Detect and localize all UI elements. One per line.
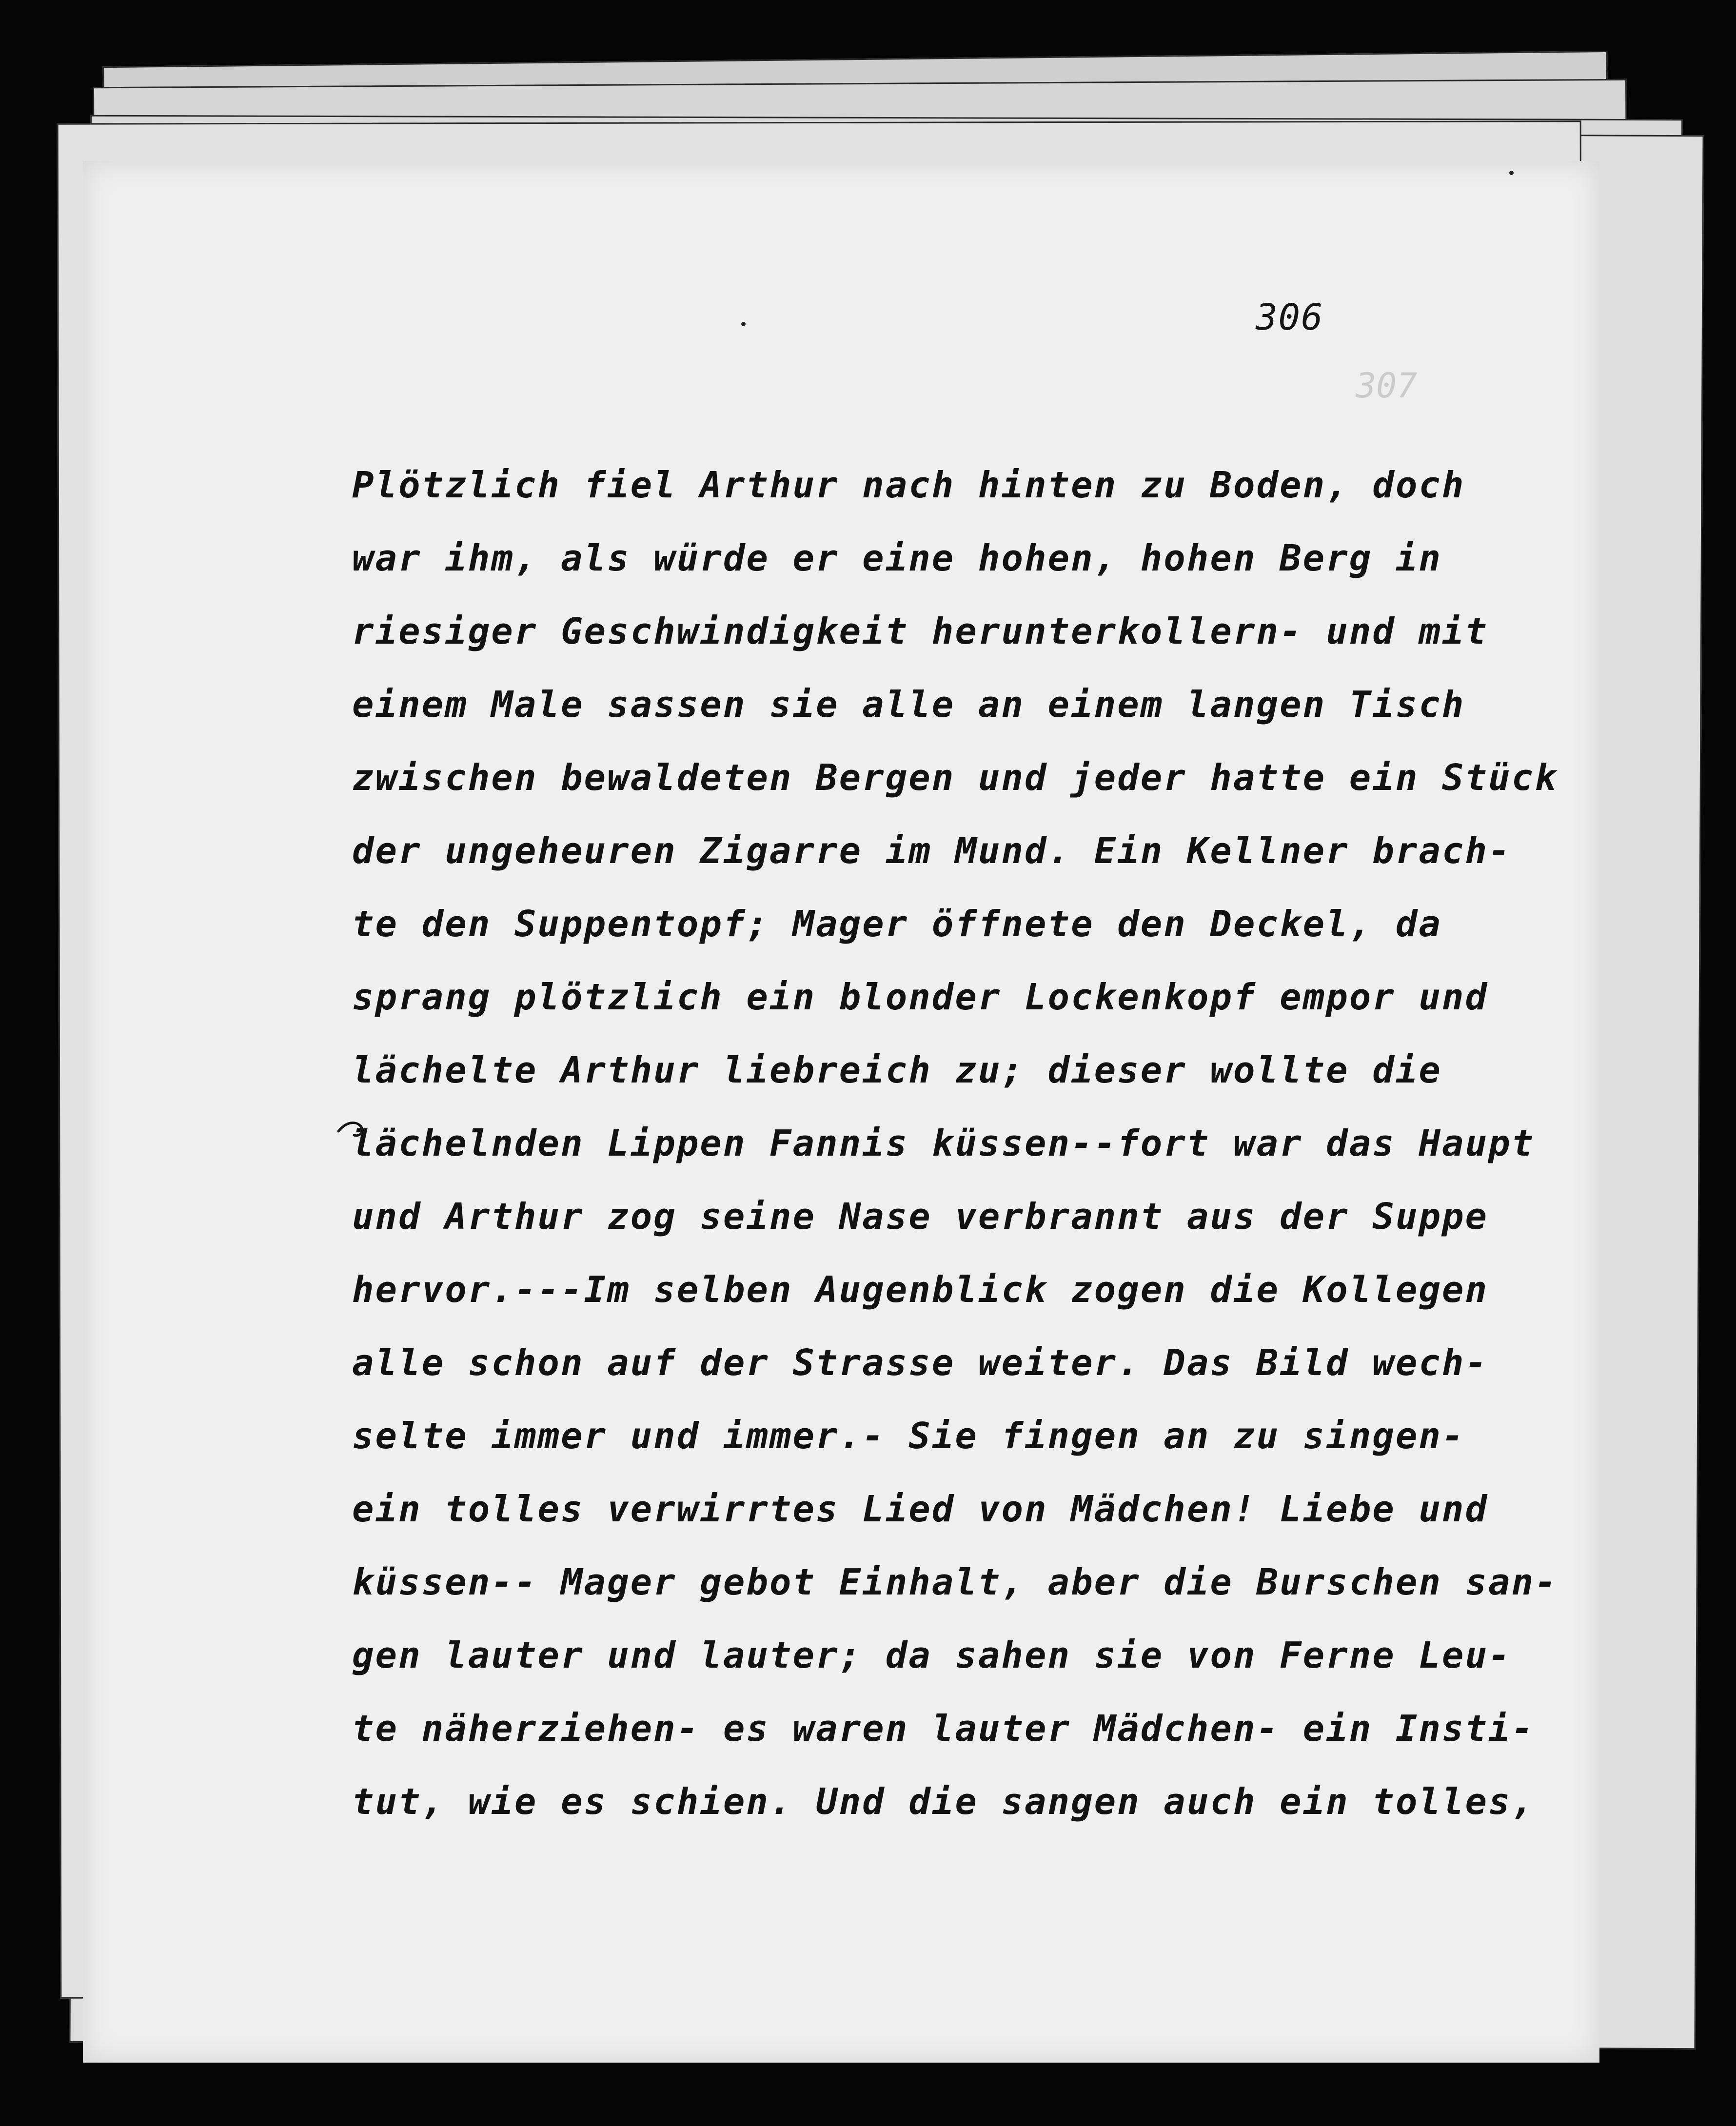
text-line: riesiger Geschwindigkeit herunterkollern- und mit [352,610,1489,652]
text-line: ein tolles verwirrtes Lied von Mädchen! Liebe und [352,1488,1489,1530]
ink-speck [1509,171,1514,175]
text-line: zwischen bewaldeten Bergen und jeder hatte ein Stück [352,757,1558,799]
text-line: lächelnden Lippen Fannis küssen--fort war das Haupt [352,1122,1535,1164]
text-line: tut, wie es schien. Und die sangen auch ein tolles, [352,1781,1535,1823]
text-line: gen lauter und lauter; da sahen sie von Ferne Leu- [352,1634,1512,1676]
handwritten-margin-mark [336,1112,371,1146]
text-line: te den Suppentopf; Mager öffnete den Deckel, da [352,903,1442,945]
body-text [352,449,1591,1838]
text-line: einem Male sassen sie alle an einem langen Tisch [352,684,1465,726]
text-line: hervor.---Im selben Augenblick zogen die Kollegen [352,1269,1489,1311]
ghost-page-number: 307 [1356,366,1418,406]
page-number: 306 [1256,296,1324,338]
text-line: küssen-- Mager gebot Einhalt, aber die Burschen san- [352,1561,1558,1603]
text-line: und Arthur zog seine Nase verbrannt aus der Suppe [352,1196,1489,1238]
ink-speck [741,322,746,326]
text-line: selte immer und immer.- Sie fingen an zu singen- [352,1415,1465,1457]
text-line: alle schon auf der Strasse weiter. Das Bild wech- [352,1342,1489,1384]
text-line: der ungeheuren Zigarre im Mund. Ein Kellner brach- [352,830,1512,872]
text-line: lächelte Arthur liebreich zu; dieser wollte die [352,1049,1442,1091]
text-line: Plötzlich fiel Arthur nach hinten zu Boden, doch [352,464,1465,506]
text-line: sprang plötzlich ein blonder Lockenkopf empor und [352,976,1489,1018]
text-line: te näherziehen- es waren lauter Mädchen- ein Insti- [352,1708,1535,1750]
text-line: war ihm, als würde er eine hohen, hohen Berg in [352,537,1442,579]
